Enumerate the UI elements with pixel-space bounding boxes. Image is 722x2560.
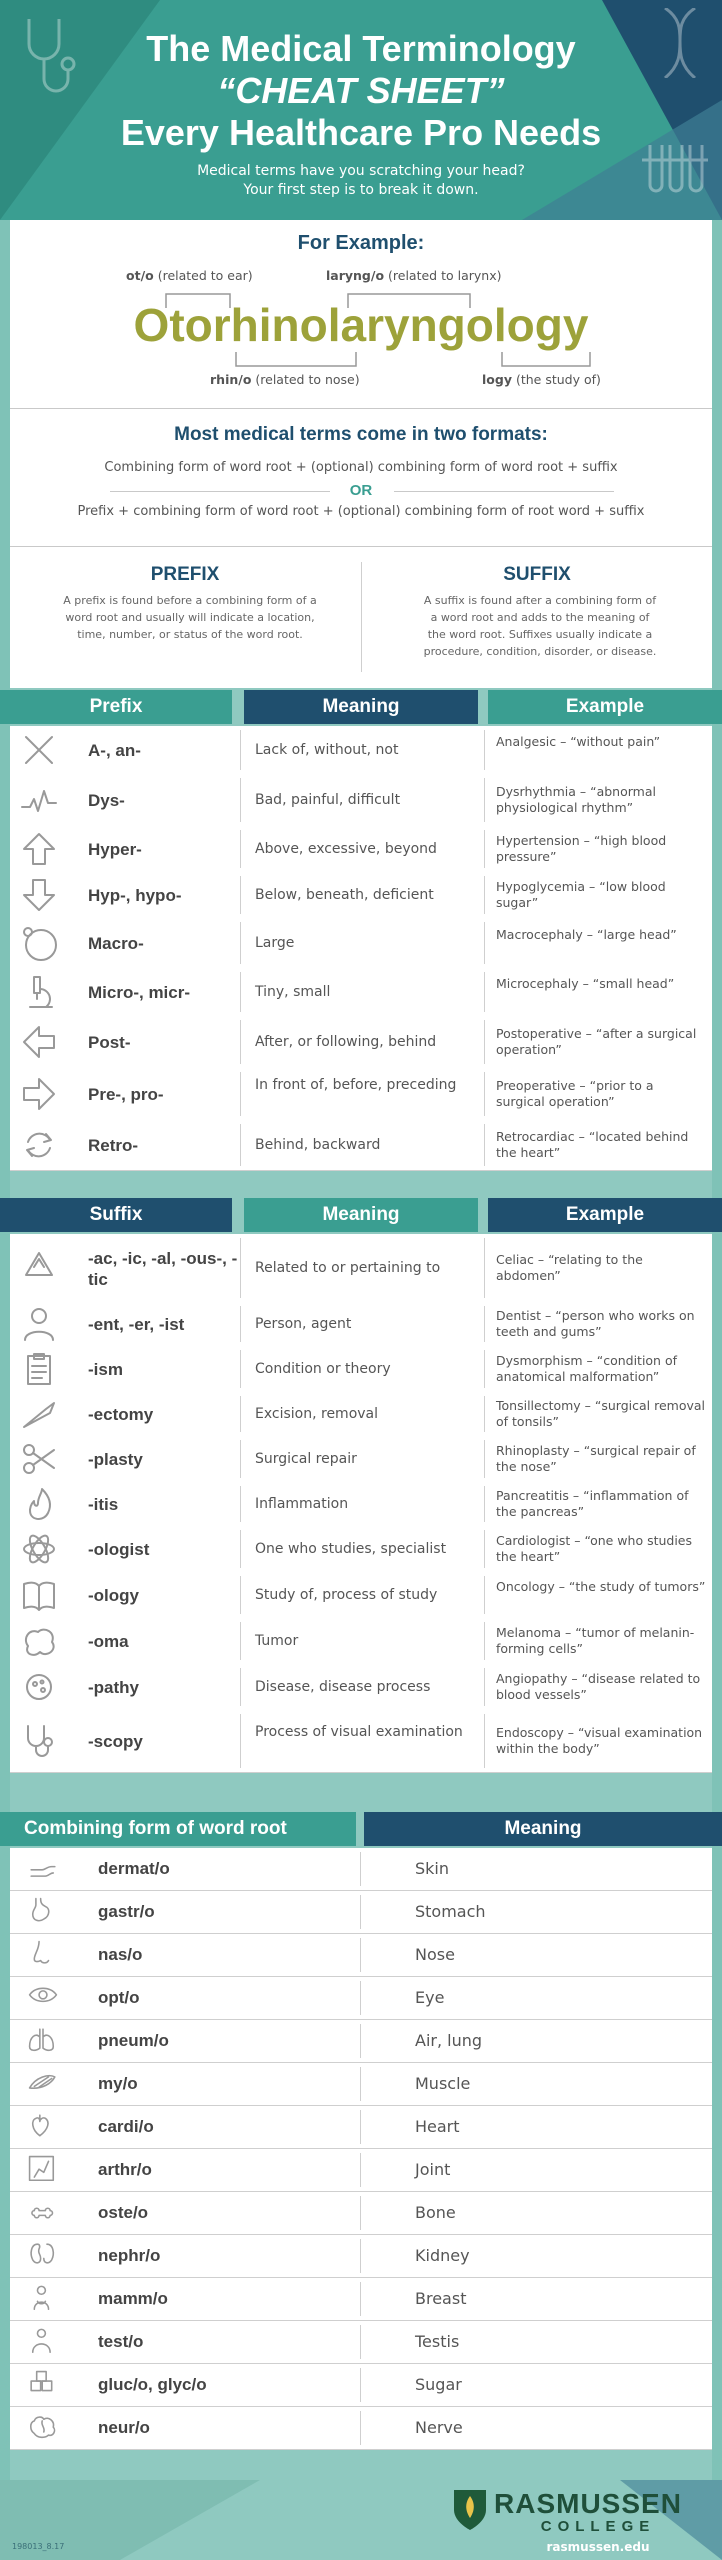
prefix-example: Hypertension – “high blood pressure” [496,833,667,864]
suffix-term: -ism [88,1359,123,1379]
root-meaning: Testis [415,2332,460,2351]
suffix-row-icon [20,1485,58,1523]
left-border-strip [0,220,10,2480]
suffix-row-icon [20,1440,58,1478]
column-separator [360,2239,361,2273]
document-code: 198013_8.17 [12,2542,65,2551]
prefix-meaning: Large [255,935,295,951]
column-separator [240,922,241,964]
column-separator [240,1486,241,1522]
column-separator [484,1306,485,1342]
or-rule-right [394,491,614,492]
root-table-row [10,1848,712,1891]
format-two: Prefix + combining form of word root + (optional) combining form of root word + suffix [77,504,645,519]
root-term: pneum/o [98,2031,169,2050]
sugar-cubes-icon [28,2370,58,2400]
column-separator [360,2067,361,2101]
column-separator [240,1576,241,1614]
column-separator [484,1576,485,1614]
column-separator [484,1668,485,1706]
root-term: neur/o [98,2418,150,2437]
prefix-row-icon [20,1023,58,1061]
prefix-term: Retro- [88,1135,139,1155]
column-separator [240,1622,241,1660]
oto-label: ot/o (related to ear) [126,268,253,283]
suffix-term: -pathy [88,1677,139,1697]
root-term: nephr/o [98,2246,161,2265]
prefix-example: Analgesic – “without pain” [496,734,661,749]
prefix-term: A-, an- [88,740,141,760]
prefix-meaning: Below, beneath, deficient [255,887,434,903]
suffix-row-icon [20,1668,58,1706]
prefix-row-icon [20,781,58,819]
page-title-line1: The Medical Terminology [146,28,576,69]
suffix-term: -ac, -ic, -al, -ous-, -tic [88,1248,238,1289]
column-separator [360,1852,361,1886]
prefix-example: Microcephaly – “small head” [496,976,675,991]
prefix-table-row [10,826,712,873]
arrow-left-icon [20,1023,58,1061]
atom-icon [20,1530,58,1568]
prefix-row-icon [20,876,58,914]
suffix-example-col-header: Example [488,1198,722,1232]
root-meaning: Muscle [415,2074,471,2093]
root-meaning: Joint [415,2160,451,2179]
clipboard-icon [20,1350,58,1388]
suffix-table-row [10,1618,712,1665]
prefix-term: Hyp-, hypo- [88,885,182,905]
root-meaning: Breast [415,2289,467,2308]
rhin-label: rhin/o (related to nose) [210,372,360,387]
arrow-up-icon [20,830,58,868]
suffix-example: Rhinoplasty – “surgical repair of the nose” [496,1443,696,1474]
xray-joint-icon [28,2155,58,2185]
root-meaning: Nerve [415,2418,463,2437]
prefix-row-icon [20,924,58,962]
stethoscope-icon [20,1722,58,1760]
column-separator [484,1072,485,1116]
suffix-table-row [10,1392,712,1437]
root-table-row [10,2063,712,2106]
root-meaning: Bone [415,2203,456,2222]
root-meaning: Nose [415,1945,455,1964]
root-table-row [10,1977,712,2020]
column-separator [484,1396,485,1432]
root-term: oste/o [98,2203,149,2222]
suffix-example: Dysmorphism – “condition of anatomical malformation” [496,1353,678,1384]
column-separator [484,1350,485,1388]
prefix-table-row [10,1120,712,1171]
root-term: gastr/o [98,1902,155,1921]
prefix-term: Macro- [88,933,144,953]
suffix-row-icon [20,1249,58,1287]
prefix-term: Dys- [88,790,125,810]
suffix-table-row [10,1526,712,1573]
lungs-icon [28,2026,58,2056]
column-separator [240,1668,241,1706]
large-circle-icon [20,924,58,962]
root-meaning: Sugar [415,2375,462,2394]
prefix-table-row [10,774,712,827]
suffix-row-icon [20,1350,58,1388]
scissors-icon [20,1440,58,1478]
suffix-description: A suffix is found after a combining form of a word root and adds to the meaning of the word root. Suffixes usually indicate a procedure, condition, disorder, or disease. [423,594,657,658]
heartbeat-icon [20,781,58,819]
prefix-row-icon [20,830,58,868]
root-term: dermat/o [98,1859,170,1878]
column-separator [240,1530,241,1568]
suffix-term: -ologist [88,1539,150,1559]
brand-url[interactable]: rasmussen.edu [546,2540,650,2554]
column-separator [360,2196,361,2230]
suffix-meaning-col-header: Meaning [244,1198,478,1232]
header-banner [0,0,722,220]
prefix-table-row [10,918,712,969]
column-separator [484,876,485,914]
suffix-col-header: Suffix [0,1198,232,1232]
brand-subtitle: COLLEGE [540,2518,656,2535]
prefix-row-icon [20,731,58,769]
formats-heading: Most medical terms come in two formats: [174,424,548,445]
suffix-meaning: Tumor [255,1633,299,1649]
root-table-row [10,2235,712,2278]
root-meaning: Kidney [415,2246,470,2265]
suffix-example: Angiopathy – “disease related to blood vessels” [496,1671,701,1702]
suffix-row-icon [20,1722,58,1760]
example-word: Otorhinolaryngology [133,299,589,351]
column-separator [484,778,485,822]
subtitle-line2: Your first step is to break it down. [243,182,479,198]
suffix-table-row [10,1572,712,1619]
suffix-term: -ology [88,1585,139,1605]
column-separator [360,2325,361,2359]
suffix-term: -ectomy [88,1404,154,1424]
suffix-term: -plasty [88,1449,143,1469]
column-separator [484,1530,485,1568]
divider [10,546,712,547]
suffix-row-icon [20,1530,58,1568]
suffix-meaning: Condition or theory [255,1361,391,1377]
suffix-meaning: Person, agent [255,1316,352,1332]
root-term: nas/o [98,1945,143,1964]
column-separator [484,1238,485,1298]
hand-icon [28,1854,58,1884]
prefix-meaning: Behind, backward [255,1137,381,1153]
heart-icon [28,2112,58,2142]
divider [10,408,712,409]
prefix-example: Dysrhythmia – “abnormal physiological rhythm” [496,784,656,815]
root-row-icon [28,2241,58,2271]
column-separator [240,1396,241,1432]
column-separator [484,972,485,1012]
cycle-arrows-icon [20,1126,58,1164]
root-row-icon [28,2284,58,2314]
column-separator [484,1486,485,1522]
column-separator [240,1350,241,1388]
root-table-row [10,2106,712,2149]
column-separator [484,1124,485,1166]
root-term: my/o [98,2074,138,2093]
blob-icon [20,1622,58,1660]
prefix-table-row [10,872,712,919]
page-title-line2: “CHEAT SHEET” [217,70,505,111]
suffix-example: Cardiologist – “one who studies the heart” [496,1533,693,1564]
root-row-icon [28,1897,58,1927]
prefix-term: Micro-, micr- [88,982,191,1002]
suffix-row-icon [20,1305,58,1343]
suffix-table-row [10,1346,712,1393]
kidney-icon [28,2241,58,2271]
suffix-meaning: Excision, removal [255,1406,379,1422]
column-separator [360,2411,361,2445]
laryng-label: laryng/o (related to larynx) [326,268,502,283]
prefix-row-icon [20,973,58,1011]
column-separator [360,2024,361,2058]
subtitle-line1: Medical terms have you scratching your head? [197,163,525,179]
suffix-example: Dentist – “person who works on teeth and gums” [496,1308,695,1339]
suffix-table-row [10,1710,712,1773]
suffix-meaning: Inflammation [255,1496,349,1512]
root-row-icon [28,2327,58,2357]
root-table-row [10,2364,712,2407]
suffix-meaning: Study of, process of study [255,1587,438,1603]
column-separator [360,2368,361,2402]
prefix-meaning: Lack of, without, not [255,742,399,758]
prefix-meaning: Tiny, small [255,984,331,1000]
column-separator [240,1072,241,1116]
suffix-term: -scopy [88,1731,143,1751]
root-row-icon [28,2370,58,2400]
arrow-right-icon [20,1075,58,1113]
prefix-example: Postoperative – “after a surgical operation” [496,1026,697,1057]
column-separator [484,730,485,770]
bone-icon [28,2198,58,2228]
prefix-table-row [10,968,712,1017]
suffix-term: -itis [88,1494,119,1514]
suffix-example: Pancreatitis – “inflammation of the pancreas” [496,1488,689,1519]
prefix-col-header: Prefix [0,690,232,724]
prefix-example: Macrocephaly – “large head” [496,927,677,942]
book-icon [20,1576,58,1614]
or-label: OR [349,482,373,499]
column-separator [484,1020,485,1064]
root-meaning: Skin [415,1859,450,1878]
column-separator [484,1714,485,1768]
person-icon [20,1305,58,1343]
root-table-row [10,1891,712,1934]
root-term: arthr/o [98,2160,152,2179]
root-row-icon [28,2026,58,2056]
prefix-table-row [10,1068,712,1121]
suffix-table-row [10,1234,712,1303]
suffix-meaning: One who studies, specialist [255,1541,447,1557]
suffix-example: Celiac – “relating to the abdomen” [496,1252,643,1283]
prefix-meaning: Above, excessive, beyond [255,841,437,857]
x-icon [20,731,58,769]
root-row-icon [28,1940,58,1970]
column-separator [360,1981,361,2015]
column-separator [240,1440,241,1478]
column-separator [484,1622,485,1660]
suffix-table-row [10,1436,712,1483]
root-row-icon [28,1854,58,1884]
root-term: cardi/o [98,2117,154,2136]
suffix-meaning: Process of visual examination [255,1724,463,1740]
root-term: mamm/o [98,2289,168,2308]
column-separator [240,1124,241,1166]
suffix-term: -oma [88,1631,129,1651]
nose-icon [28,1940,58,1970]
column-separator [240,1020,241,1064]
suffix-example: Endoscopy – “visual examination within the body” [496,1725,703,1756]
root-row-icon [28,2413,58,2443]
prefix-example: Hypoglycemia – “low blood sugar” [496,879,666,910]
prefix-example: Preoperative – “prior to a surgical operation” [496,1078,654,1109]
prefix-example-col-header: Example [488,690,722,724]
suffix-row-icon [20,1576,58,1614]
root-table-row [10,2278,712,2321]
page-title-line3: Every Healthcare Pro Needs [120,112,602,153]
format-one: Combining form of word root + (optional) combining form of word root + suffix [104,460,618,475]
muscle-icon [28,2069,58,2099]
root-row-icon [28,1983,58,2013]
suffix-row-icon [20,1395,58,1433]
root-row-icon [28,2112,58,2142]
arrow-down-icon [20,876,58,914]
prefix-example: Retrocardiac – “located behind the heart” [496,1129,689,1160]
root-meaning: Air, lung [415,2031,483,2050]
column-separator [360,1938,361,1972]
prefix-meaning: In front of, before, preceding [255,1077,457,1093]
column-separator [240,1714,241,1768]
suffix-meaning: Disease, disease process [255,1679,431,1695]
scalpel-icon [20,1395,58,1433]
prefix-meaning-col-header: Meaning [244,690,478,724]
suffix-title: SUFFIX [503,564,571,585]
rasmussen-shield-icon [452,2488,488,2532]
column-separator [360,2282,361,2316]
column-separator [484,922,485,964]
prefix-meaning: Bad, painful, difficult [255,792,401,808]
logy-label: logy (the study of) [482,372,601,387]
root-meaning: Heart [415,2117,460,2136]
root-row-icon [28,2069,58,2099]
root-meaning-col-header: Meaning [364,1812,722,1846]
suffix-example: Tonsillectomy – “surgical removal of tonsils” [496,1398,706,1429]
suffix-term: -ent, -er, -ist [88,1314,185,1334]
suffix-table-row [10,1482,712,1527]
eye-icon [28,1983,58,2013]
stomach-icon [28,1897,58,1927]
intro-card [10,220,712,688]
root-meaning: Stomach [415,1902,486,1921]
suffix-row-icon [20,1622,58,1660]
column-separator [240,1306,241,1342]
column-separator [484,830,485,868]
prefix-meaning: After, or following, behind [255,1034,437,1050]
root-term: test/o [98,2332,144,2351]
prefix-row-icon [20,1126,58,1164]
suffix-table-row [10,1664,712,1711]
brand-name: RASMUSSEN [494,2488,682,2519]
brain-icon [28,2413,58,2443]
root-meaning: Eye [415,1988,445,2007]
column-separator [484,1440,485,1478]
flame-icon [20,1485,58,1523]
bottom-brackets [130,352,600,372]
root-table-row [10,1934,712,1977]
column-separator [240,778,241,822]
root-table-row [10,2192,712,2235]
prefix-table-row [10,1016,712,1069]
prefix-term: Pre-, pro- [88,1084,164,1104]
column-separator [240,1238,241,1298]
root-table-row [10,2020,712,2063]
root-col-header: Combining form of word root [0,1812,356,1846]
column-separator [240,730,241,770]
root-table-row [10,2149,712,2192]
prefix-row-icon [20,1075,58,1113]
right-border-strip [712,220,722,2480]
column-separator [240,972,241,1012]
microscope-icon [20,973,58,1011]
recycle-icon [20,1249,58,1287]
suffix-meaning: Related to or pertaining to [255,1260,441,1276]
suffix-example: Oncology – “the study of tumors” [496,1579,706,1594]
column-separator [240,876,241,914]
root-row-icon [28,2198,58,2228]
male-figure-icon [28,2327,58,2357]
virus-icon [20,1668,58,1706]
female-figure-icon [28,2284,58,2314]
column-separator [360,1895,361,1929]
suffix-example: Melanoma – “tumor of melanin-forming cells” [496,1625,695,1656]
column-separator [240,830,241,868]
prefix-title: PREFIX [150,564,220,585]
suffix-table-row [10,1302,712,1347]
column-separator [360,2153,361,2187]
root-table-row [10,2321,712,2364]
prefix-term: Hyper- [88,839,142,859]
footer [0,2480,722,2560]
suffix-meaning: Surgical repair [255,1451,357,1467]
column-separator [360,2110,361,2144]
root-term: gluc/o, glyc/o [98,2375,207,2394]
prefix-term: Post- [88,1032,131,1052]
example-heading: For Example: [297,232,425,254]
prefix-table-row [10,726,712,775]
root-table-row [10,2407,712,2450]
prefix-description: A prefix is found before a combining form of a word root and usually will indicate a location, time, number, or status of the word root. [63,594,317,641]
root-term: opt/o [98,1988,140,2007]
root-row-icon [28,2155,58,2185]
